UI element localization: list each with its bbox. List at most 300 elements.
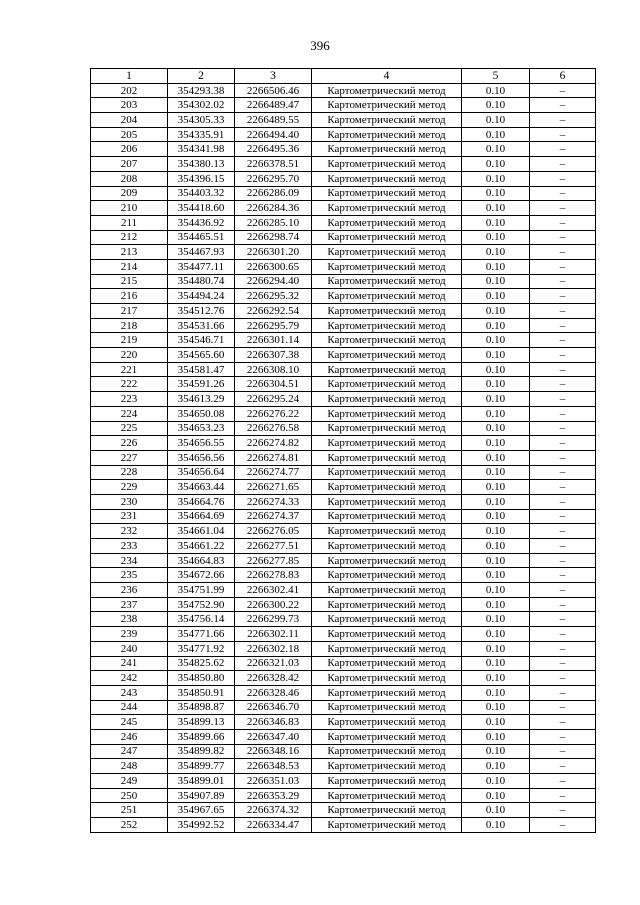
note-cell: – [530, 406, 596, 421]
accuracy-cell: 0.10 [462, 524, 530, 539]
table-row [91, 627, 596, 642]
table-row [91, 759, 596, 774]
note-cell: – [530, 171, 596, 186]
point-number-cell: 227 [91, 450, 168, 465]
point-number-cell: 222 [91, 377, 168, 392]
x-coordinate-cell: 354663.44 [168, 480, 235, 495]
note-cell: – [530, 392, 596, 407]
y-coordinate-cell: 2266298.74 [235, 230, 312, 245]
x-coordinate-cell: 354650.08 [168, 406, 235, 421]
accuracy-cell: 0.10 [462, 127, 530, 142]
x-coordinate-cell: 354335.91 [168, 127, 235, 142]
point-number-cell: 203 [91, 98, 168, 113]
note-cell: – [530, 215, 596, 230]
coordinates-table [90, 68, 596, 833]
point-number-cell: 208 [91, 171, 168, 186]
y-coordinate-cell: 2266347.40 [235, 729, 312, 744]
note-cell: – [530, 289, 596, 304]
y-coordinate-cell: 2266300.65 [235, 259, 312, 274]
accuracy-cell: 0.10 [462, 392, 530, 407]
method-cell: Картометрический метод [312, 450, 462, 465]
y-coordinate-cell: 2266271.65 [235, 480, 312, 495]
accuracy-cell: 0.10 [462, 641, 530, 656]
point-number-cell: 206 [91, 142, 168, 157]
accuracy-cell: 0.10 [462, 539, 530, 554]
x-coordinate-cell: 354465.51 [168, 230, 235, 245]
note-cell: – [530, 201, 596, 216]
column-header-3: 3 [235, 69, 312, 84]
table-row [91, 450, 596, 465]
table-row [91, 641, 596, 656]
point-number-cell: 232 [91, 524, 168, 539]
method-cell: Картометрический метод [312, 259, 462, 274]
note-cell: – [530, 685, 596, 700]
method-cell: Картометрический метод [312, 304, 462, 319]
x-coordinate-cell: 354664.83 [168, 553, 235, 568]
point-number-cell: 211 [91, 215, 168, 230]
point-number-cell: 213 [91, 245, 168, 260]
method-cell: Картометрический метод [312, 171, 462, 186]
method-cell: Картометрический метод [312, 245, 462, 260]
table-row [91, 568, 596, 583]
table-row [91, 377, 596, 392]
x-coordinate-cell: 354613.29 [168, 392, 235, 407]
note-cell: – [530, 818, 596, 833]
accuracy-cell: 0.10 [462, 597, 530, 612]
accuracy-cell: 0.10 [462, 759, 530, 774]
table-row [91, 803, 596, 818]
accuracy-cell: 0.10 [462, 245, 530, 260]
method-cell: Картометрический метод [312, 788, 462, 803]
x-coordinate-cell: 354672.66 [168, 568, 235, 583]
point-number-cell: 237 [91, 597, 168, 612]
x-coordinate-cell: 354899.01 [168, 774, 235, 789]
accuracy-cell: 0.10 [462, 259, 530, 274]
accuracy-cell: 0.10 [462, 171, 530, 186]
point-number-cell: 202 [91, 83, 168, 98]
table-row [91, 729, 596, 744]
note-cell: – [530, 553, 596, 568]
point-number-cell: 238 [91, 612, 168, 627]
y-coordinate-cell: 2266274.82 [235, 436, 312, 451]
note-cell: – [530, 509, 596, 524]
x-coordinate-cell: 354656.56 [168, 450, 235, 465]
table-row [91, 171, 596, 186]
table-row [91, 788, 596, 803]
table-row [91, 524, 596, 539]
table-row [91, 98, 596, 113]
x-coordinate-cell: 354591.26 [168, 377, 235, 392]
accuracy-cell: 0.10 [462, 333, 530, 348]
table-row [91, 715, 596, 730]
y-coordinate-cell: 2266494.40 [235, 127, 312, 142]
y-coordinate-cell: 2266274.37 [235, 509, 312, 524]
column-header-2: 2 [168, 69, 235, 84]
point-number-cell: 214 [91, 259, 168, 274]
method-cell: Картометрический метод [312, 215, 462, 230]
accuracy-cell: 0.10 [462, 568, 530, 583]
point-number-cell: 252 [91, 818, 168, 833]
note-cell: – [530, 98, 596, 113]
accuracy-cell: 0.10 [462, 201, 530, 216]
y-coordinate-cell: 2266348.53 [235, 759, 312, 774]
note-cell: – [530, 450, 596, 465]
method-cell: Картометрический метод [312, 127, 462, 142]
column-header-6: 6 [530, 69, 596, 84]
note-cell: – [530, 245, 596, 260]
y-coordinate-cell: 2266300.22 [235, 597, 312, 612]
x-coordinate-cell: 354850.91 [168, 685, 235, 700]
x-coordinate-cell: 354396.15 [168, 171, 235, 186]
note-cell: – [530, 568, 596, 583]
method-cell: Картометрический метод [312, 494, 462, 509]
note-cell: – [530, 788, 596, 803]
point-number-cell: 250 [91, 788, 168, 803]
y-coordinate-cell: 2266277.85 [235, 553, 312, 568]
method-cell: Картометрический метод [312, 774, 462, 789]
method-cell: Картометрический метод [312, 583, 462, 598]
y-coordinate-cell: 2266277.51 [235, 539, 312, 554]
point-number-cell: 240 [91, 641, 168, 656]
x-coordinate-cell: 354899.77 [168, 759, 235, 774]
table-row [91, 700, 596, 715]
note-cell: – [530, 127, 596, 142]
table-row [91, 612, 596, 627]
table-row [91, 259, 596, 274]
note-cell: – [530, 641, 596, 656]
y-coordinate-cell: 2266302.11 [235, 627, 312, 642]
x-coordinate-cell: 354512.76 [168, 304, 235, 319]
point-number-cell: 233 [91, 539, 168, 554]
table-row [91, 656, 596, 671]
y-coordinate-cell: 2266334.47 [235, 818, 312, 833]
table-row [91, 465, 596, 480]
point-number-cell: 230 [91, 494, 168, 509]
accuracy-cell: 0.10 [462, 362, 530, 377]
x-coordinate-cell: 354565.60 [168, 348, 235, 363]
y-coordinate-cell: 2266284.36 [235, 201, 312, 216]
y-coordinate-cell: 2266274.77 [235, 465, 312, 480]
note-cell: – [530, 583, 596, 598]
table-row [91, 245, 596, 260]
column-header-5: 5 [462, 69, 530, 84]
method-cell: Картометрический метод [312, 289, 462, 304]
accuracy-cell: 0.10 [462, 671, 530, 686]
table-row [91, 509, 596, 524]
accuracy-cell: 0.10 [462, 494, 530, 509]
y-coordinate-cell: 2266295.79 [235, 318, 312, 333]
x-coordinate-cell: 354467.93 [168, 245, 235, 260]
y-coordinate-cell: 2266302.18 [235, 641, 312, 656]
point-number-cell: 239 [91, 627, 168, 642]
y-coordinate-cell: 2266274.33 [235, 494, 312, 509]
accuracy-cell: 0.10 [462, 509, 530, 524]
method-cell: Картометрический метод [312, 539, 462, 554]
x-coordinate-cell: 354825.62 [168, 656, 235, 671]
method-cell: Картометрический метод [312, 421, 462, 436]
accuracy-cell: 0.10 [462, 715, 530, 730]
x-coordinate-cell: 354546.71 [168, 333, 235, 348]
point-number-cell: 204 [91, 113, 168, 128]
point-number-cell: 221 [91, 362, 168, 377]
table-row [91, 274, 596, 289]
table-row [91, 362, 596, 377]
y-coordinate-cell: 2266294.40 [235, 274, 312, 289]
y-coordinate-cell: 2266506.46 [235, 83, 312, 98]
x-coordinate-cell: 354771.92 [168, 641, 235, 656]
point-number-cell: 210 [91, 201, 168, 216]
x-coordinate-cell: 354899.13 [168, 715, 235, 730]
table-row [91, 127, 596, 142]
method-cell: Картометрический метод [312, 656, 462, 671]
method-cell: Картометрический метод [312, 201, 462, 216]
note-cell: – [530, 465, 596, 480]
accuracy-cell: 0.10 [462, 142, 530, 157]
table-row [91, 421, 596, 436]
accuracy-cell: 0.10 [462, 289, 530, 304]
note-cell: – [530, 612, 596, 627]
method-cell: Картометрический метод [312, 113, 462, 128]
method-cell: Картометрический метод [312, 98, 462, 113]
table-row [91, 289, 596, 304]
method-cell: Картометрический метод [312, 744, 462, 759]
table-row [91, 597, 596, 612]
x-coordinate-cell: 354992.52 [168, 818, 235, 833]
method-cell: Картометрический метод [312, 612, 462, 627]
table-row [91, 583, 596, 598]
accuracy-cell: 0.10 [462, 113, 530, 128]
note-cell: – [530, 259, 596, 274]
y-coordinate-cell: 2266295.70 [235, 171, 312, 186]
y-coordinate-cell: 2266286.09 [235, 186, 312, 201]
method-cell: Картометрический метод [312, 627, 462, 642]
point-number-cell: 236 [91, 583, 168, 598]
point-number-cell: 218 [91, 318, 168, 333]
y-coordinate-cell: 2266489.55 [235, 113, 312, 128]
point-number-cell: 229 [91, 480, 168, 495]
method-cell: Картометрический метод [312, 759, 462, 774]
accuracy-cell: 0.10 [462, 656, 530, 671]
method-cell: Картометрический метод [312, 671, 462, 686]
table-row [91, 392, 596, 407]
point-number-cell: 243 [91, 685, 168, 700]
method-cell: Картометрический метод [312, 377, 462, 392]
accuracy-cell: 0.10 [462, 348, 530, 363]
point-number-cell: 216 [91, 289, 168, 304]
accuracy-cell: 0.10 [462, 318, 530, 333]
note-cell: – [530, 715, 596, 730]
accuracy-cell: 0.10 [462, 744, 530, 759]
x-coordinate-cell: 354531.66 [168, 318, 235, 333]
table-row [91, 215, 596, 230]
x-coordinate-cell: 354656.64 [168, 465, 235, 480]
note-cell: – [530, 333, 596, 348]
point-number-cell: 205 [91, 127, 168, 142]
y-coordinate-cell: 2266348.16 [235, 744, 312, 759]
table-row [91, 348, 596, 363]
note-cell: – [530, 318, 596, 333]
accuracy-cell: 0.10 [462, 274, 530, 289]
x-coordinate-cell: 354664.76 [168, 494, 235, 509]
point-number-cell: 244 [91, 700, 168, 715]
method-cell: Картометрический метод [312, 230, 462, 245]
method-cell: Картометрический метод [312, 700, 462, 715]
method-cell: Картометрический метод [312, 392, 462, 407]
accuracy-cell: 0.10 [462, 612, 530, 627]
accuracy-cell: 0.10 [462, 803, 530, 818]
note-cell: – [530, 656, 596, 671]
note-cell: – [530, 436, 596, 451]
method-cell: Картометрический метод [312, 715, 462, 730]
note-cell: – [530, 627, 596, 642]
y-coordinate-cell: 2266278.83 [235, 568, 312, 583]
point-number-cell: 242 [91, 671, 168, 686]
x-coordinate-cell: 354771.66 [168, 627, 235, 642]
method-cell: Картометрический метод [312, 274, 462, 289]
method-cell: Картометрический метод [312, 480, 462, 495]
note-cell: – [530, 729, 596, 744]
point-number-cell: 212 [91, 230, 168, 245]
point-number-cell: 217 [91, 304, 168, 319]
note-cell: – [530, 671, 596, 686]
y-coordinate-cell: 2266351.03 [235, 774, 312, 789]
y-coordinate-cell: 2266274.81 [235, 450, 312, 465]
x-coordinate-cell: 354850.80 [168, 671, 235, 686]
y-coordinate-cell: 2266301.14 [235, 333, 312, 348]
y-coordinate-cell: 2266276.58 [235, 421, 312, 436]
note-cell: – [530, 759, 596, 774]
point-number-cell: 209 [91, 186, 168, 201]
point-number-cell: 223 [91, 392, 168, 407]
note-cell: – [530, 362, 596, 377]
y-coordinate-cell: 2266295.32 [235, 289, 312, 304]
page-number: 396 [310, 38, 330, 53]
x-coordinate-cell: 354653.23 [168, 421, 235, 436]
x-coordinate-cell: 354664.69 [168, 509, 235, 524]
point-number-cell: 219 [91, 333, 168, 348]
note-cell: – [530, 480, 596, 495]
method-cell: Картометрический метод [312, 729, 462, 744]
note-cell: – [530, 113, 596, 128]
x-coordinate-cell: 354477.11 [168, 259, 235, 274]
accuracy-cell: 0.10 [462, 421, 530, 436]
method-cell: Картометрический метод [312, 436, 462, 451]
note-cell: – [530, 274, 596, 289]
note-cell: – [530, 597, 596, 612]
x-coordinate-cell: 354661.22 [168, 539, 235, 554]
accuracy-cell: 0.10 [462, 406, 530, 421]
column-header-1: 1 [91, 69, 168, 84]
x-coordinate-cell: 354898.87 [168, 700, 235, 715]
point-number-cell: 241 [91, 656, 168, 671]
method-cell: Картометрический метод [312, 818, 462, 833]
note-cell: – [530, 186, 596, 201]
table-row [91, 436, 596, 451]
point-number-cell: 245 [91, 715, 168, 730]
note-cell: – [530, 304, 596, 319]
table-row [91, 744, 596, 759]
point-number-cell: 231 [91, 509, 168, 524]
accuracy-cell: 0.10 [462, 627, 530, 642]
y-coordinate-cell: 2266276.22 [235, 406, 312, 421]
accuracy-cell: 0.10 [462, 230, 530, 245]
y-coordinate-cell: 2266378.51 [235, 157, 312, 172]
x-coordinate-cell: 354480.74 [168, 274, 235, 289]
method-cell: Картометрический метод [312, 362, 462, 377]
x-coordinate-cell: 354907.89 [168, 788, 235, 803]
accuracy-cell: 0.10 [462, 553, 530, 568]
table-body [91, 83, 596, 832]
note-cell: – [530, 524, 596, 539]
point-number-cell: 247 [91, 744, 168, 759]
point-number-cell: 249 [91, 774, 168, 789]
point-number-cell: 235 [91, 568, 168, 583]
x-coordinate-cell: 354756.14 [168, 612, 235, 627]
accuracy-cell: 0.10 [462, 450, 530, 465]
method-cell: Картометрический метод [312, 509, 462, 524]
x-coordinate-cell: 354494.24 [168, 289, 235, 304]
y-coordinate-cell: 2266292.54 [235, 304, 312, 319]
y-coordinate-cell: 2266307.38 [235, 348, 312, 363]
table-row [91, 186, 596, 201]
x-coordinate-cell: 354752.90 [168, 597, 235, 612]
method-cell: Картометрический метод [312, 553, 462, 568]
y-coordinate-cell: 2266285.10 [235, 215, 312, 230]
method-cell: Картометрический метод [312, 524, 462, 539]
table-row [91, 553, 596, 568]
point-number-cell: 220 [91, 348, 168, 363]
accuracy-cell: 0.10 [462, 729, 530, 744]
y-coordinate-cell: 2266321.03 [235, 656, 312, 671]
y-coordinate-cell: 2266346.83 [235, 715, 312, 730]
accuracy-cell: 0.10 [462, 774, 530, 789]
y-coordinate-cell: 2266295.24 [235, 392, 312, 407]
note-cell: – [530, 377, 596, 392]
x-coordinate-cell: 354656.55 [168, 436, 235, 451]
accuracy-cell: 0.10 [462, 480, 530, 495]
table-row [91, 406, 596, 421]
table-row [91, 685, 596, 700]
note-cell: – [530, 803, 596, 818]
note-cell: – [530, 421, 596, 436]
table-row [91, 230, 596, 245]
table-row [91, 157, 596, 172]
x-coordinate-cell: 354899.66 [168, 729, 235, 744]
method-cell: Картометрический метод [312, 318, 462, 333]
point-number-cell: 248 [91, 759, 168, 774]
accuracy-cell: 0.10 [462, 186, 530, 201]
table-row [91, 318, 596, 333]
method-cell: Картометрический метод [312, 83, 462, 98]
point-number-cell: 226 [91, 436, 168, 451]
column-header-4: 4 [312, 69, 462, 84]
y-coordinate-cell: 2266301.20 [235, 245, 312, 260]
accuracy-cell: 0.10 [462, 98, 530, 113]
y-coordinate-cell: 2266276.05 [235, 524, 312, 539]
accuracy-cell: 0.10 [462, 215, 530, 230]
method-cell: Картометрический метод [312, 685, 462, 700]
point-number-cell: 228 [91, 465, 168, 480]
x-coordinate-cell: 354418.60 [168, 201, 235, 216]
accuracy-cell: 0.10 [462, 83, 530, 98]
note-cell: – [530, 230, 596, 245]
note-cell: – [530, 83, 596, 98]
accuracy-cell: 0.10 [462, 818, 530, 833]
note-cell: – [530, 494, 596, 509]
accuracy-cell: 0.10 [462, 788, 530, 803]
x-coordinate-cell: 354341.98 [168, 142, 235, 157]
y-coordinate-cell: 2266495.36 [235, 142, 312, 157]
